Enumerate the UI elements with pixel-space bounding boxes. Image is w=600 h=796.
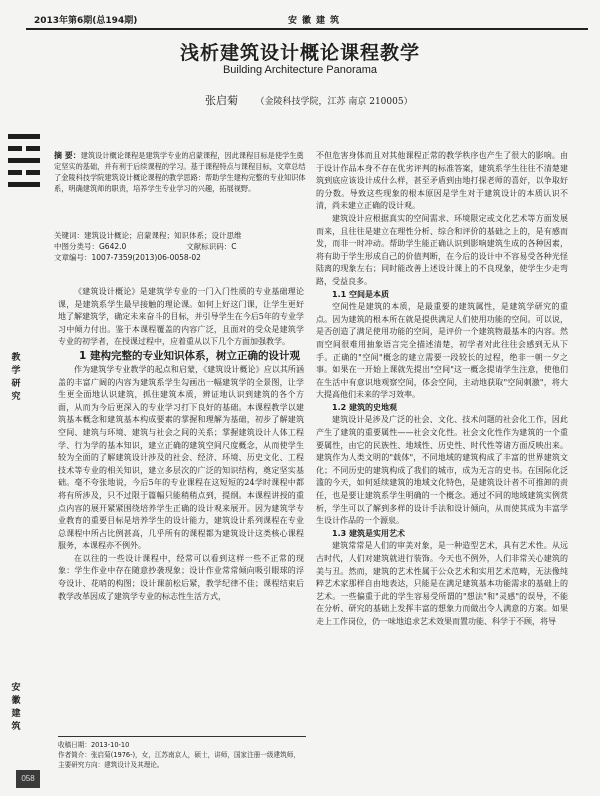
document-code: 文献标识码：C [186,242,237,251]
body-paragraph: 建筑常常是人们的审美对象，是一种造型艺术，具有艺术性。从远古时代，人们对建筑就进行装饰。今天也不例外，人们非常关心建筑的美与丑。然而，建筑的艺术性属于公众艺术和实用艺术范畴，无法像纯粹艺术家那样自由地表达，只能是在满足建筑基本功能需求的基础上的艺术。一些偏重于此的学生容易受所谓的"想法"和"灵感"的误导，不能在分析、研究的基础上发挥丰富的想象力而做出令人满意的方案。如果走上工作岗位，仍一味地追求艺术效果而置功能、科学于不顾，将导 [316,541,568,626]
article-subtitle: Building Architecture Panorama [222,64,378,76]
page-number: 058 [16,770,40,788]
body-paragraph: 作为建筑学专业教学的起点和启蒙，《建筑设计概论》应以其所涵盖的丰富广阔的内容为建筑系学生勾画出一幅建筑学的全景图，让学生更全面地认识建筑，抓住建筑本质，辨证地认识到建筑的各个方面，从而为今后更深入的专业学习打下良好的基础。本课程教学以建筑基本概念和建筑基本构成要素的掌握和理解为基础，初步了解建筑空间、建筑与环境、建筑与社会之间的关系；掌握建筑设计人体工程学、行为学的基本知识，建立正确的建筑空间尺度概念，从而使学生较为全面的了解建筑设计涉及的社会、经济、环境、历史文化、工程技术等专业的相关知识，建立多层次的广泛的知识结构，奠定坚实基础。毫不夸张地说，今后5年的专业课程在这短短的24学时课程中都将有所涉及，只不过限于篇幅只能稍稍点到，提纲。本课程讲授的重点内容的展开紧紧围绕培养学生正确的设计观来展开。因为建筑学专业教育的重要目标是培养学生的设计能力，建筑设计系列课程在专业总课程中所占比例甚高，几乎所有的课程都为建筑设计这类核心课程服务，本课程亦不例外。 [58,364,304,551]
keywords: 建筑设计概论；启蒙课程；知识体系；设计思维 [84,231,242,240]
subsection-heading: 1.3 建筑是实用艺术 [332,528,405,538]
footnote [58,736,306,770]
left-column [58,286,304,603]
body-paragraph: 建筑设计应根据真实的空间需求、环境限定或文化艺术等方面发展而来，且往往是建立在理性分析、综合和评价的基础之上的，是有感而发，而非一时冲动。帮助学生能正确认识到影响建筑生成的各种因素，将有助于学生形成自己的价值判断，在今后的设计中不容易受各种光怪陆离的现象左右；同时能改善上述设计课上的不良现象，使学生少走弯路，受益良多。 [316,213,568,286]
abstract [54,150,306,194]
journal-name: 安徽建筑 [288,16,345,26]
article-title: 浅析建筑设计概论课程教学 [179,42,420,64]
issue-number: 2013年第6期(总194期) [34,16,138,26]
body-paragraph: 建筑设计是涉及广泛的社会、文化、技术问题的社会化工作，因此产生了建筑的重要属性——社会文化性。社会文化性作为建筑的一个重要属性，由它的民族性、地域性、历史性、时代性等诸方面反映出来。建筑作为人类文明的"载体"，不同地域的建筑构成了丰富的世界建筑文化；不同历史的建筑构成了我们的城市，成为无言的史书。在国际化泛滥的今天，如何延续建筑的地域文化特色，是建筑设计者不可推卸的责任，也是要让建筑系学生明确的一个概念。通过不同的地域建筑实例赏析，学生可以了解到多样的设计手法和设计倾向，从而使其成为丰富学生设计作品的一个源泉。 [316,415,568,526]
side-section-label: 教学研究 [11,353,21,402]
body-paragraph: 不但危害身体而且对其他课程正常的教学秩序也产生了很大的影响。由于设计作品本身不存在优劣评判的标准答案，建筑系学生往往不清楚建筑到底应该设计成什么样，甚至矛盾到由地打探老师的喜好，以争取好的分数。导致这些现象的根本原因是学生对于建筑设计的本质认识不清，尚未建立正确的设计观。 [316,151,568,211]
article-meta [54,230,306,263]
body-paragraph: 在以往的一些设计课程中，经常可以看到这样一些不正常的现象：学生作业中存在随意抄袭现象；设计作业常常倾向吸引眼球的浮夸设计、花哨的构图；设计课前松后紧，教学纪律不佳；课程结束后教学改革因成了建筑学专业的标志性生活方式， [58,553,304,601]
intro-paragraph: 《建筑设计概论》是建筑学专业的一门入门性质的专业基础理论课，是建筑系学生最早接触的理论课。如何上好这门课，让学生更好地了解建筑学，确定未来奋斗的目标，并引导学生在今后5年的专业学习中倾力付出。鉴于本课程覆盖的内容广泛，且面对的受众是建筑学专业的初学者，在授课过程中，应着重从以下几个方面加强教学。 [58,287,304,347]
right-column [316,150,568,629]
keywords-label: 关键词： [54,231,84,240]
subsection-heading: 1.2 建筑的史地观 [332,402,397,412]
abstract-label: 摘 要： [54,151,81,160]
abstract-text: 建筑设计概论课程是建筑学专业的启蒙课程，因此课程目标是使学生奠定坚实的基础，并有利于后续课程的学习。基于课程特点与课程目标，文章总结了金陵科技学院建筑设计概论课程的教学思路：帮助学生建构完整的专业知识体系，明确建筑师的职责，培养学生专业学习的兴趣，拓展视野。 [54,151,306,193]
author-name: 张启菊 [205,94,238,107]
section-emblem-icon [6,130,42,198]
side-journal-label: 安徽建筑 [11,683,21,732]
article-number: 文章编号：1007-7359(2013)06-0058-02 [54,253,201,262]
author-line [205,92,413,108]
section-heading: 1 建构完整的专业知识体系，树立正确的设计观 [79,349,300,362]
received-date: 收稿日期：2013-10-10 [58,741,130,749]
body-paragraph: 空间性是建筑的本质，是最重要的建筑属性，是建筑学研究的重点。因为建筑的根本所在就是提供满足人们使用功能的空间。可以说，是否创造了满足使用功能的空间，是评价一个建筑物最基本的内容。然而空间很难用抽象语言完全描述清楚，初学者对此往往会感到无从下手。正确的"空间"概念的建立需要一段较长的过程，绝非一朝一夕之事。如果在一开始上课就先提出"空间"这一概念提请学生注意，使他们在生活中有意识地观察空间，体会空间，主动地获取"空间刺激"，将大大提高他们未来的学习效率。 [316,302,568,400]
author-introduction: 作者简介：张启菊(1976-)，女，江苏南京人，硕士，讲师，国家注册一级建筑师，主要研究方向：建筑设计及其理论。 [58,751,300,769]
author-affiliation: （金陵科技学院，江苏 南京 210005） [255,97,413,107]
running-header [26,10,588,30]
clc-number: 中图分类号：G642.0 [54,242,127,251]
subsection-heading: 1.1 空间是本质 [332,289,389,299]
